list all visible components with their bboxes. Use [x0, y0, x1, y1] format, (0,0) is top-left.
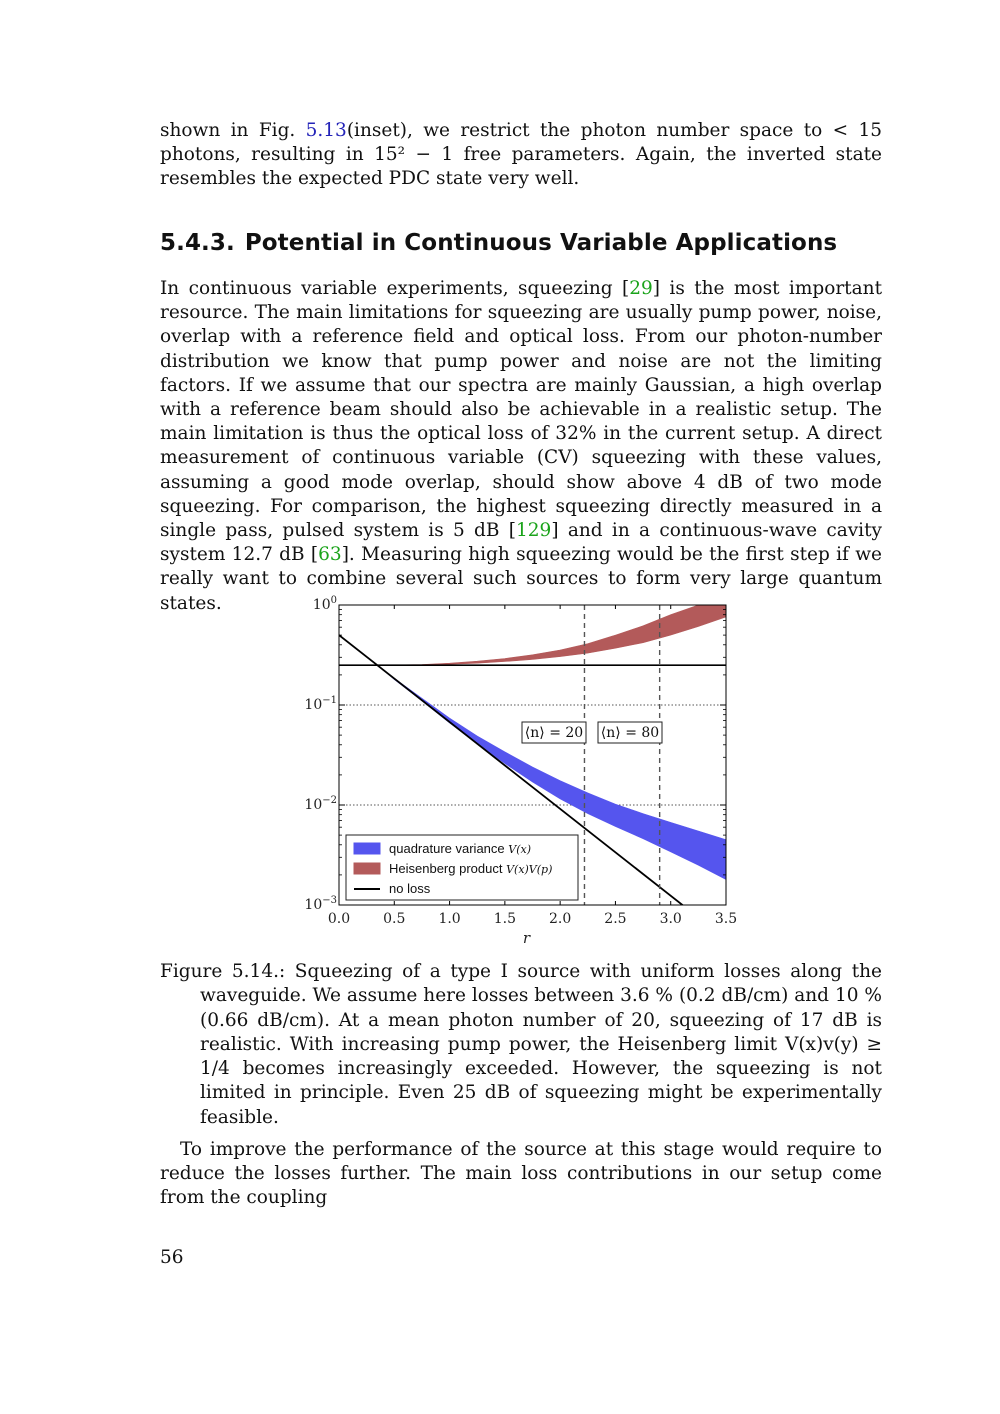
x-tick-label: 1.5: [493, 911, 516, 927]
body-text: In continuous variable experiments, squeezing [: [160, 278, 630, 299]
body-text: ]. Measuring high squeezing would be the first step if we really want to combine several such sources to form very large quantum states.: [160, 544, 882, 614]
section-title: Potential in Continuous Variable Applications: [244, 230, 838, 256]
legend-item-quadrature-variance-label: quadrature variance V(x): [389, 841, 531, 856]
caption-label: Figure 5.14.:: [160, 961, 295, 982]
intro-text-cont: (inset), we restrict the photon number space to < 15 photons, resulting in 15² − 1 free parameters. Again, the inverted state resembles the expected PDC state very well.: [160, 120, 882, 190]
citation-link[interactable]: 63: [318, 544, 342, 566]
annotation-label: ⟨n⟩ = 80: [600, 725, 660, 741]
y-tick-label: $10^{-3}$: [304, 895, 337, 913]
intro-text: shown in Fig.: [160, 120, 306, 141]
y-tick-label: $10^{-2}$: [304, 795, 337, 813]
legend-item-quadrature-variance-swatch: [354, 843, 380, 854]
body-text: ] and in a continuous-wave cavity system 12.7 dB [: [160, 520, 882, 566]
section-number: 5.4.3.: [160, 230, 235, 256]
figure-reference-link[interactable]: 5.13: [305, 120, 347, 141]
x-tick-label: 0.0: [327, 911, 351, 927]
legend-item-no-loss-label: no loss: [389, 881, 431, 896]
x-axis-label: r: [522, 929, 531, 947]
citation-link[interactable]: 129: [516, 520, 552, 542]
citation-link[interactable]: 29: [629, 278, 653, 299]
page-number: 56: [160, 1247, 184, 1268]
continuation-paragraph: To improve the performance of the source at this stage would require to reduce the losses further. The main loss contributions in our setup come from the coupling: [160, 1139, 882, 1209]
caption-text: Squeezing of a type I source with uniform losses along the waveguide. We assume here losses between 3.6 % (0.2 dB/cm) and 10 % (0.66 dB/cm). At a mean photon number of 20, squeezing of 17 dB is realistic. With increasing pump power, the Heisenberg limit V(x)v(y) ≥ 1/4 becomes increasingly exceeded. However, the squeezing is not limited in principle. Even 25 dB of squeezing might be experimentally feasible.: [200, 961, 882, 1128]
x-tick-label: 0.5: [383, 911, 406, 927]
figure-caption: [160, 960, 882, 1130]
y-tick-label: $10^0$: [312, 595, 337, 613]
x-tick-label: 3.0: [659, 911, 682, 927]
squeezing-figure: [290, 590, 760, 955]
x-tick-label: 3.5: [714, 911, 738, 927]
x-tick-label: 2.0: [549, 911, 572, 927]
heisenberg-product-band: [378, 605, 726, 665]
section-heading: [160, 230, 847, 256]
legend-item-heisenberg-product-label: Heisenberg product V(x)V(p): [389, 861, 553, 876]
x-tick-label: 1.0: [438, 911, 461, 927]
body-text: ] is the most important resource. The main limitations for squeezing are usually pump power, noise, overlap with a reference field and optical loss. From our photon-number distribution we know that pump power and noise are not the limiting factors. If we assume that our spectra are mainly Gaussian, a high overlap with a reference beam should also be achievable in a realistic setup. The main limitation is thus the optical loss of 32% in the current setup. A direct measurement of continuous variable (CV) squeezing with these values, assuming a good mode overlap, should show above 4 dB of two mode squeezing. For comparison, the highest squeezing directly measured in a single pass, pulsed system is 5 dB [: [160, 278, 882, 542]
x-tick-label: 2.5: [604, 911, 627, 927]
legend-item-heisenberg-product-swatch: [354, 863, 380, 874]
squeezing-chart: [290, 590, 760, 955]
intro-paragraph: [160, 119, 882, 192]
y-tick-label: $10^{-1}$: [304, 695, 337, 713]
annotation-label: ⟨n⟩ = 20: [524, 725, 584, 741]
body-paragraph: [160, 277, 882, 616]
